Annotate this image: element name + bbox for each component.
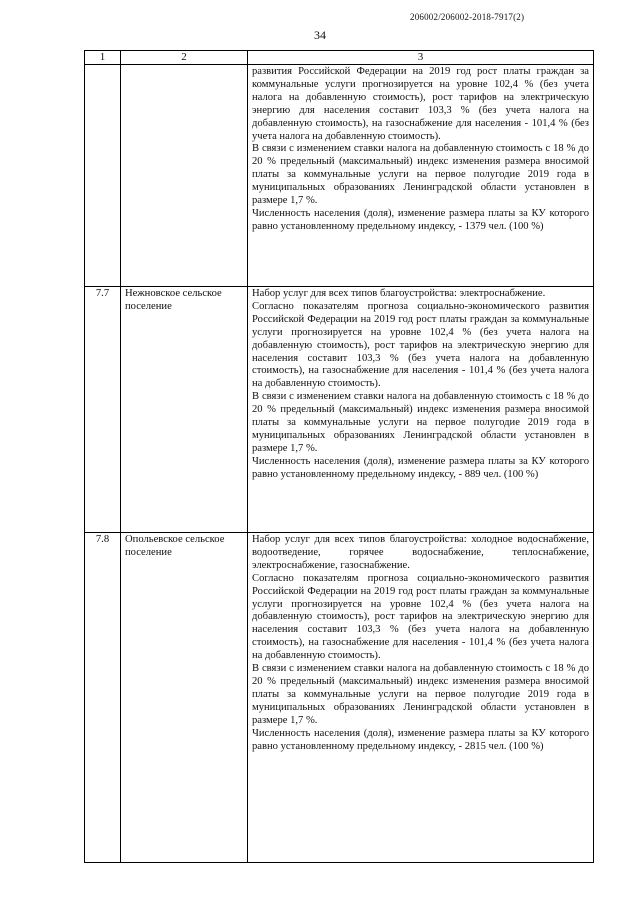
paragraph: Численность населения (доля), изменение размера платы за КУ которого равно установленному предельному индексу, - 889 чел. (100 %) [252,455,589,480]
row-description [248,65,594,287]
table-row [85,287,594,533]
row-description [248,533,594,863]
settlement-name: Опольевское сельское поселение [121,533,248,863]
paragraph: В связи с изменением ставки налога на добавленную стоимость с 18 % до 20 % предельный (максимальный) индекс изменения размера вносимой платы за коммунальные услуги на первое полугодие 2019 года в муниципальных образованиях Ленинградской области установлен в размере 1,7 %. [252,663,589,726]
row-number [85,65,121,287]
page-number: 34 [314,28,326,42]
paragraph: В связи с изменением ставки налога на добавленную стоимость с 18 % до 20 % предельный (максимальный) индекс изменения размера вносимой платы за коммунальные услуги на первое полугодие 2019 года в муниципальных образованиях Ленинградской области установлен в размере 1,7 %. [252,143,589,207]
header-col-3: 3 [248,51,594,65]
settlement-name [121,65,248,287]
paragraph: Численность населения (доля), изменение размера платы за КУ которого равно установленному предельному индексу, - 1379 чел. (100 %) [252,207,589,232]
paragraph: Согласно показателям прогноза социально-экономического развития Российской Федерации на 2019 год рост платы граждан за коммунальные услуги прогнозируется на уровне 102,4 % (без учета налога на добавленную стоимость), рост тарифов на электрическую энергию для населения составит 103,3 % (без учета налога на добавленную стоимость), на газоснабжение для населения - 101,4 % (без учета налога на добавленную стоимость). [252,572,589,662]
table-row [85,533,594,863]
tariff-table [84,50,594,863]
table-row [85,65,594,287]
paragraph: Согласно показателям прогноза социально-экономического развития Российской Федерации на 2019 год рост платы граждан за коммунальные услуги прогнозируется на уровне 102,4 % (без учета налога на добавленную стоимость), рост тарифов на электрическую энергию для населения составит 103,3 % (без учета налога на добавленную стоимость), на газоснабжение для населения - 101,4 % (без учета налога на добавленную стоимость). [252,300,589,390]
paragraph: В связи с изменением ставки налога на добавленную стоимость с 18 % до 20 % предельный (максимальный) индекс изменения размера вносимой платы за коммунальные услуги на первое полугодие 2019 года в муниципальных образованиях Ленинградской области установлен в размере 1,7 %. [252,391,589,454]
paragraph: Набор услуг для всех типов благоустройства: электроснабжение. [252,288,546,299]
row-number: 7.7 [85,287,121,533]
row-description [248,287,594,533]
settlement-name: Нежновское сельское поселение [121,287,248,533]
row-number: 7.8 [85,533,121,863]
header-col-1: 1 [85,51,121,65]
document-id: 206002/206002-2018-7917(2) [410,12,525,22]
paragraph: развития Российской Федерации на 2019 год рост платы граждан за коммунальные услуги прогнозируется на уровне 102,4 % (без учета налога на добавленную стоимость), рост тарифов на электрическую энергию для населения составит 103,3 % (без учета налога на добавленную стоимость), на газоснабжение для населения - 101,4 % (без учета налога на добавленную стоимость). [252,66,589,142]
paragraph: Численность населения (доля), изменение размера платы за КУ которого равно установленному предельному индексу, - 2815 чел. (100 %) [252,727,589,752]
header-col-2: 2 [121,51,248,65]
table-header-row [85,51,594,65]
paragraph: Набор услуг для всех типов благоустройства: холодное водоснабжение, водоотведение, горячее водоснабжение, теплоснабжение, электроснабжение, газоснабжение. [252,534,589,571]
